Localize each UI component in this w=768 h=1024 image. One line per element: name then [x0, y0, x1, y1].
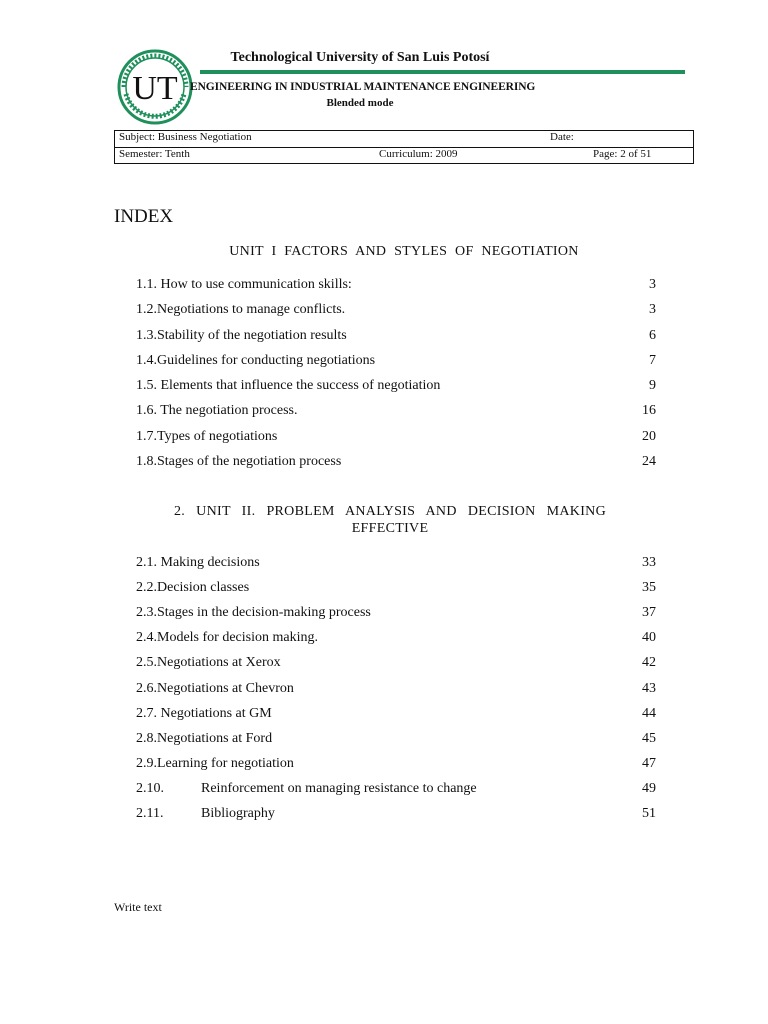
toc-entry-page: 20: [642, 429, 656, 444]
toc-entry[interactable]: [136, 353, 656, 373]
toc-entry[interactable]: [136, 277, 656, 297]
toc-entry-page: 3: [649, 277, 656, 292]
toc-entry-page: 40: [642, 630, 656, 645]
toc-entry-label: 2.7. Negotiations at GM: [136, 706, 272, 721]
toc-entry[interactable]: [136, 756, 656, 776]
toc-entry-page: 33: [642, 555, 656, 570]
header-rule: [200, 70, 685, 74]
toc-entry-page: 6: [649, 328, 656, 343]
toc-entry[interactable]: [136, 706, 656, 726]
toc-entry[interactable]: [136, 328, 656, 348]
toc-entry-label: 1.5. Elements that influence the success of negotiation: [136, 378, 441, 393]
toc-entry-page: 42: [642, 655, 656, 670]
university-logo: [116, 48, 194, 126]
toc-entry[interactable]: [136, 781, 656, 801]
logo-emblem: [116, 48, 194, 126]
toc-entry[interactable]: [136, 806, 656, 826]
date-cell: Date:: [550, 131, 574, 143]
toc-entry-page: 37: [642, 605, 656, 620]
toc-entry[interactable]: [136, 681, 656, 701]
logo-letters: UT: [132, 70, 178, 107]
toc-entry-label: Bibliography: [201, 806, 275, 821]
toc-entry-label: 2.3.Stages in the decision-making process: [136, 605, 371, 620]
toc-entry-page: 43: [642, 681, 656, 696]
toc-entry-label: 1.3.Stability of the negotiation results: [136, 328, 347, 343]
toc-entry-number: 2.10.: [136, 781, 164, 796]
toc-entry-page: 24: [642, 454, 656, 469]
toc-entry-page: 49: [642, 781, 656, 796]
toc-entry-page: 16: [642, 403, 656, 418]
toc-entry[interactable]: [136, 302, 656, 322]
toc-entry-label: 1.7.Types of negotiations: [136, 429, 278, 444]
toc-entry-label: 1.6. The negotiation process.: [136, 403, 298, 418]
toc-entry-page: 47: [642, 756, 656, 771]
index-title: INDEX: [114, 206, 174, 227]
university-name: Technological University of San Luis Potosí: [230, 50, 490, 65]
toc-entry-label: 1.8.Stages of the negotiation process: [136, 454, 342, 469]
toc-entry-label: 2.6.Negotiations at Chevron: [136, 681, 294, 696]
toc-entry-label: 1.1. How to use communication skills:: [136, 277, 352, 292]
toc-entry-page: 51: [642, 806, 656, 821]
toc-entry-page: 35: [642, 580, 656, 595]
toc-entry[interactable]: [136, 555, 656, 575]
course-info-table: [114, 130, 694, 164]
toc-entry-page: 3: [649, 302, 656, 317]
toc-entry-label: 2.2.Decision classes: [136, 580, 250, 595]
toc-entry[interactable]: [136, 630, 656, 650]
toc-entry-page: 9: [649, 378, 656, 393]
toc-entry-label: 2.5.Negotiations at Xerox: [136, 655, 281, 670]
toc-entry[interactable]: [136, 655, 656, 675]
toc-entry-label: 1.4.Guidelines for conducting negotiations: [136, 353, 376, 368]
unit-2-title-line-1: 2. UNIT II. PROBLEM ANALYSIS AND DECISION MAKING: [174, 504, 606, 519]
toc-entry-page: 45: [642, 731, 656, 746]
study-mode: Blended mode: [326, 97, 394, 109]
toc-entry-page: 44: [642, 706, 656, 721]
program-name: ENGINEERING IN INDUSTRIAL MAINTENANCE ENGINEERING: [190, 81, 536, 93]
toc-entry[interactable]: [136, 580, 656, 600]
footer-text: Write text: [114, 900, 162, 914]
toc-entry[interactable]: [136, 403, 656, 423]
toc-entry-label: 1.2.Negotiations to manage conflicts.: [136, 302, 346, 317]
toc-entry[interactable]: [136, 454, 656, 474]
subject-cell: Subject: Business Negotiation: [119, 131, 252, 143]
unit-2-title-line-2: EFFECTIVE: [351, 521, 429, 536]
semester-cell: Semester: Tenth: [119, 148, 190, 160]
toc-entry[interactable]: [136, 731, 656, 751]
page-cell: Page: 2 of 51: [593, 148, 652, 160]
toc-entry[interactable]: [136, 429, 656, 449]
toc-entry-label: 2.4.Models for decision making.: [136, 630, 318, 645]
toc-entry-page: 7: [649, 353, 656, 368]
toc-entry-label: 2.9.Learning for negotiation: [136, 756, 294, 771]
toc-entry-label: Reinforcement on managing resistance to change: [201, 781, 477, 796]
toc-entry-label: 2.8.Negotiations at Ford: [136, 731, 273, 746]
toc-entry-label: 2.1. Making decisions: [136, 555, 260, 570]
toc-entry[interactable]: [136, 378, 656, 398]
unit-1-title: UNIT I FACTORS AND STYLES OF NEGOTIATION: [229, 244, 579, 259]
curriculum-cell: Curriculum: 2009: [379, 148, 458, 160]
toc-entry-number: 2.11.: [136, 806, 164, 821]
toc-entry[interactable]: [136, 605, 656, 625]
